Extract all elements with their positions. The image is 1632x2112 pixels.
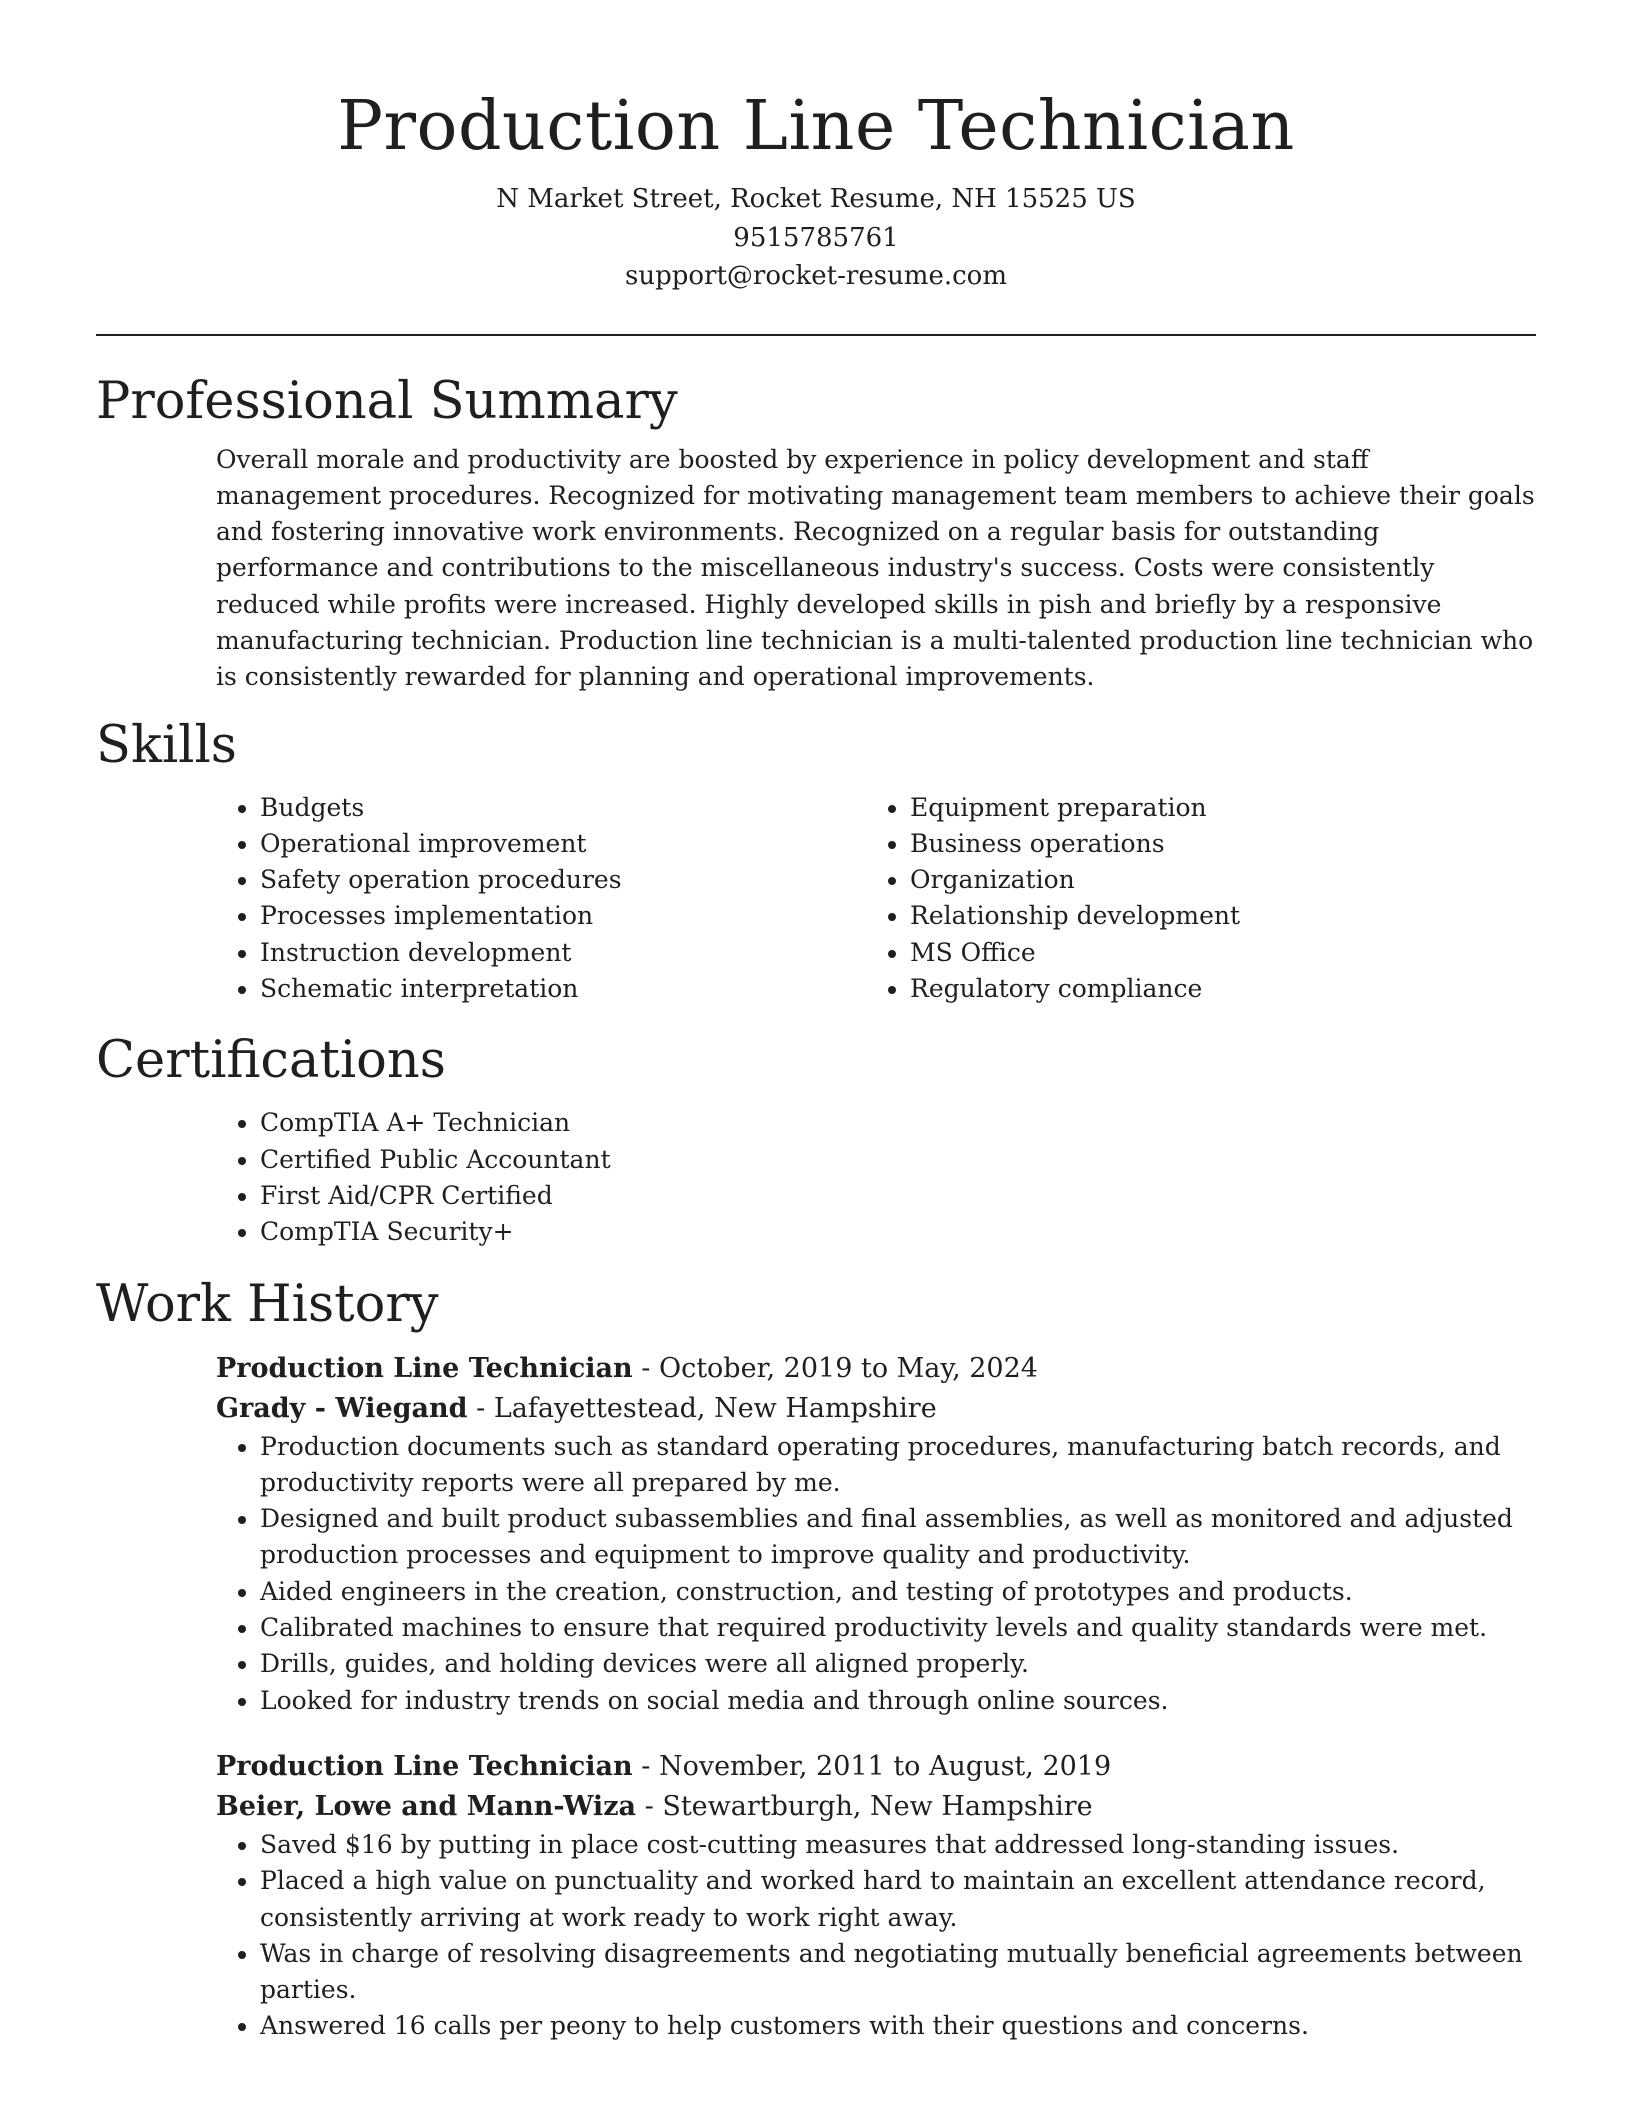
skills-column-right [866,790,1536,1008]
job-bullet: • Placed a high value on punctuality and worked hard to maintain an excellent attendance record, consistently arriving at work ready to work right away. [260,1863,1536,1936]
skills-column-left [216,790,866,1008]
skill-item: • Relationship development [910,898,1536,934]
header-divider [96,334,1536,336]
job-company-line [216,1787,1536,1827]
job-bullet: • Was in charge of resolving disagreements and negotiating mutually beneficial agreements between parties. [260,1936,1536,2009]
candidate-name: Production Line Technician [337,87,1295,166]
job-bullets [216,1827,1536,2045]
skill-item: • Operational improvement [260,826,866,862]
skill-item: • Budgets [260,790,866,826]
summary-section [96,370,1536,696]
skill-item: • Instruction development [260,935,866,971]
contact-info [96,180,1536,296]
certifications-heading: Certifications [96,1031,446,1091]
email: support@rocket-resume.com [624,261,1007,291]
job-bullet: • Aided engineers in the creation, construction, and testing of prototypes and products. [260,1574,1536,1610]
skills-section [96,714,1536,1008]
summary-heading: Professional Summary [96,371,678,431]
job-location: - Lafayettestead, New Hampshire [467,1392,937,1424]
skill-item: • Schematic interpretation [260,971,866,1007]
job-bullets [216,1429,1536,1719]
job-title: Production Line Technician [216,1750,633,1782]
job-location: - Stewartburgh, New Hampshire [636,1790,1093,1822]
skill-item: • Organization [910,862,1536,898]
skill-item: • Regulatory compliance [910,971,1536,1007]
certifications-list [216,1105,1536,1250]
job-bullet: • Calibrated machines to ensure that required productivity levels and quality standards were met. [260,1610,1536,1646]
job-bullet: • Looked for industry trends on social media and through online sources. [260,1683,1536,1719]
job-bullet: • Designed and built product subassemblies and final assemblies, as well as monitored and adjusted production processes and equipment to improve quality and productivity. [260,1501,1536,1574]
summary-text: Overall morale and productivity are boosted by experience in policy development and staff management procedures. Recognized for motivating management team members to achieve their goals and fostering innovative work environments. Recognized on a regular basis for outstanding performance and contributions to the miscellaneous industry's success. Costs were consistently reduced while profits were increased. Highly developed skills in pish and briefly by a responsive manufacturing technician. Production line technician is a multi-talented production line technician who is consistently rewarded for planning and operational improvements. [216,444,1535,692]
certification-item: • First Aid/CPR Certified [260,1178,1536,1214]
skill-item: • Processes implementation [260,898,866,934]
job-title-line [216,1747,1536,1787]
resume-header [96,0,1536,296]
address: N Market Street, Rocket Resume, NH 15525 US [496,184,1136,214]
job-entry [216,1349,1536,1719]
job-dates: - October, 2019 to May, 2024 [632,1352,1038,1384]
job-title: Production Line Technician [216,1352,633,1384]
skills-heading: Skills [96,715,237,775]
skill-item: • MS Office [910,935,1536,971]
certification-item: • CompTIA A+ Technician [260,1105,1536,1141]
phone: 9515785761 [733,222,899,253]
work-history-heading: Work History [96,1274,439,1334]
job-bullet: • Saved $16 by putting in place cost-cutting measures that addressed long-standing issues. [260,1827,1536,1863]
job-bullet: • Answered 16 calls per peony to help customers with their questions and concerns. [260,2008,1536,2044]
job-bullet: • Production documents such as standard operating procedures, manufacturing batch records, and productivity reports were all prepared by me. [260,1429,1536,1502]
job-company-line [216,1389,1536,1429]
job-company: Beier, Lowe and Mann-Wiza [216,1790,637,1822]
certifications-section [96,1029,1536,1250]
job-company: Grady - Wiegand [216,1392,468,1424]
certification-item: • CompTIA Security+ [260,1214,1536,1250]
certification-item: • Certified Public Accountant [260,1142,1536,1178]
skills-list [216,790,1536,1008]
job-entry [216,1747,1536,2045]
job-bullet: • Drills, guides, and holding devices were all aligned properly. [260,1646,1536,1682]
job-dates: - November, 2011 to August, 2019 [632,1750,1112,1782]
work-history-section [96,1273,1536,2045]
skill-item: • Safety operation procedures [260,862,866,898]
skill-item: • Equipment preparation [910,790,1536,826]
job-title-line [216,1349,1536,1389]
skill-item: • Business operations [910,826,1536,862]
